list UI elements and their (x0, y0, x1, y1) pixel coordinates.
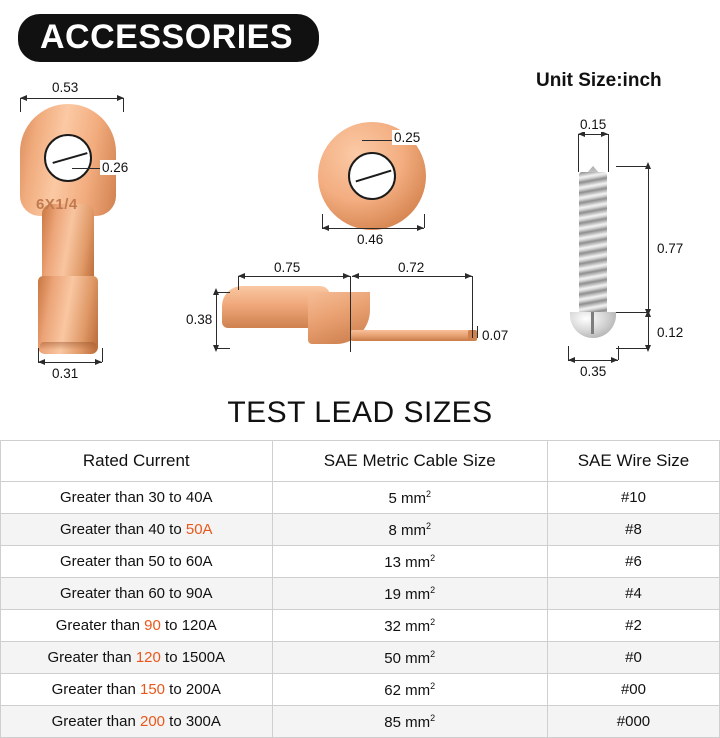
dim-label-seg1: 0.75 (274, 260, 301, 275)
dim-ext-line (123, 98, 124, 112)
cell-wire-size: #00 (547, 674, 719, 706)
dim-ext-line (38, 348, 39, 362)
cell-rated-current: Greater than 40 to 50A (1, 514, 273, 546)
table-row (1, 514, 720, 546)
cell-wire-size: #4 (547, 578, 719, 610)
table-row (1, 482, 720, 514)
table-title: TEST LEAD SIZES (227, 396, 493, 429)
highlighted-current-value: 90 (144, 617, 161, 634)
cell-metric-cable-size: 5 $mm^2$ (272, 482, 547, 514)
dim-ext-line (424, 214, 425, 228)
dim-ext-line (616, 312, 648, 313)
self-tapping-screw-figure (570, 148, 616, 348)
table-row (1, 706, 720, 738)
dim-line-head-height (648, 314, 649, 348)
dim-line-screw-length (648, 166, 649, 312)
cell-metric-cable-size: 13 $mm^2$ (272, 546, 547, 578)
cell-wire-size: #0 (547, 642, 719, 674)
cell-wire-size: #10 (547, 482, 719, 514)
washer-hole (348, 152, 396, 200)
table-header-row (1, 441, 720, 482)
cell-metric-cable-size: 19 $mm^2$ (272, 578, 547, 610)
table-row (1, 642, 720, 674)
dim-arrow-left (568, 357, 575, 363)
unit-exponent: 2 (425, 488, 431, 499)
bent-ring-terminal-figure (222, 286, 482, 352)
dim-ext-line (608, 134, 609, 172)
dim-label-shank: 0.15 (580, 117, 607, 132)
dim-label-height: 0.38 (186, 312, 213, 327)
unit-exponent: 2 (430, 616, 436, 627)
dim-arrow-left (322, 225, 329, 231)
page-title-badge: ACCESSORIES (18, 14, 319, 62)
lug-barrel (38, 276, 98, 354)
cell-rated-current: Greater than 30 to 40A (1, 482, 273, 514)
dim-ext-line (102, 348, 103, 362)
table-body (1, 482, 720, 738)
dim-ext-line (472, 276, 473, 338)
cell-metric-cable-size: 50 $mm^2$ (272, 642, 547, 674)
dim-ext-line (216, 348, 230, 349)
dim-line-seg1 (238, 276, 350, 277)
cell-rated-current: Greater than 50 to 60A (1, 546, 273, 578)
cell-wire-size: #6 (547, 546, 719, 578)
dim-arrow-right (417, 225, 424, 231)
column-header-wire-size: SAE Wire Size (547, 441, 719, 482)
cell-rated-current: Greater than 90 to 120A (1, 610, 273, 642)
dim-ext-line (238, 276, 239, 290)
dim-label-barrel-width: 0.31 (52, 366, 79, 381)
dim-arrow-left (238, 273, 245, 279)
dim-ext-line (616, 348, 648, 349)
screw-threaded-shank (579, 172, 607, 320)
dim-label-head-width: 0.35 (580, 364, 607, 379)
dim-ext-line (578, 134, 579, 172)
dim-ext-line (477, 326, 478, 338)
test-lead-sizes-table (0, 440, 720, 738)
dim-ext-line (616, 166, 648, 167)
cell-wire-size: #000 (547, 706, 719, 738)
unit-exponent: 2 (430, 648, 436, 659)
dim-label-washer-hole: 0.25 (394, 130, 421, 145)
dim-line-barrel-width (38, 362, 102, 363)
unit-exponent: 2 (430, 584, 436, 595)
cell-wire-size: #8 (547, 514, 719, 546)
dim-ext-line (216, 292, 230, 293)
column-header-rated-current: Rated Current (1, 441, 273, 482)
cell-metric-cable-size: 32 $mm^2$ (272, 610, 547, 642)
dim-arrow-left (20, 95, 27, 101)
dim-arrow-right (95, 359, 102, 365)
cell-rated-current: Greater than 200 to 300A (1, 706, 273, 738)
lug-stamp-label: 6X1/4 (36, 196, 78, 213)
highlighted-current-value: 150 (139, 681, 166, 698)
lug-neck (42, 204, 94, 282)
bent-lug-tail (350, 330, 476, 341)
cell-rated-current: Greater than 60 to 90A (1, 578, 273, 610)
dim-line-washer-outer (322, 228, 424, 229)
highlighted-current-value: 120 (135, 649, 161, 666)
highlighted-current-value: 200 (139, 713, 166, 730)
dim-label-head-height: 0.12 (657, 325, 684, 340)
unit-exponent: 2 (430, 712, 436, 723)
dim-label-thickness: 0.07 (482, 328, 509, 343)
dim-line-height (216, 292, 217, 348)
cell-rated-current: Greater than 150 to 200A (1, 674, 273, 706)
dim-ext-line (568, 346, 569, 360)
dim-arrow-right (611, 357, 618, 363)
cell-rated-current: Greater than 120 to 1500A (1, 642, 273, 674)
screw-drive-slot (591, 312, 594, 334)
unit-exponent: 2 (430, 680, 436, 691)
unit-exponent: 2 (430, 552, 436, 563)
dim-line-seg2 (352, 276, 472, 277)
dim-ext-line (322, 214, 323, 228)
dim-ext-line (618, 346, 619, 360)
cell-metric-cable-size: 8 $mm^2$ (272, 514, 547, 546)
table-row (1, 546, 720, 578)
dim-arrow-right (343, 273, 350, 279)
dim-line-lug-width (20, 98, 124, 99)
ring-terminal-lug-figure (16, 104, 124, 354)
highlighted-current-value: 50A (185, 521, 213, 538)
table-row (1, 610, 720, 642)
dim-ext-line (350, 276, 351, 352)
dim-arrow-left (38, 359, 45, 365)
lug-bolt-hole (44, 134, 92, 182)
dim-arrow-right (465, 273, 472, 279)
dim-label-seg2: 0.72 (398, 260, 425, 275)
dim-label-lug-width: 0.53 (52, 80, 79, 95)
dim-label-washer-outer: 0.46 (357, 232, 384, 247)
unit-size-note: Unit Size:inch (536, 70, 662, 91)
dim-label-lug-hole: 0.26 (102, 160, 129, 175)
cell-wire-size: #2 (547, 610, 719, 642)
table-row (1, 578, 720, 610)
dim-ext-line (20, 98, 21, 112)
cell-metric-cable-size: 85 $mm^2$ (272, 706, 547, 738)
column-header-metric-cable-size: SAE Metric Cable Size (272, 441, 547, 482)
dim-label-screw-length: 0.77 (657, 241, 684, 256)
dim-arrow-up (645, 310, 651, 317)
table-row (1, 674, 720, 706)
unit-exponent: 2 (425, 520, 431, 531)
dim-arrow-left (352, 273, 359, 279)
cell-metric-cable-size: 62 $mm^2$ (272, 674, 547, 706)
